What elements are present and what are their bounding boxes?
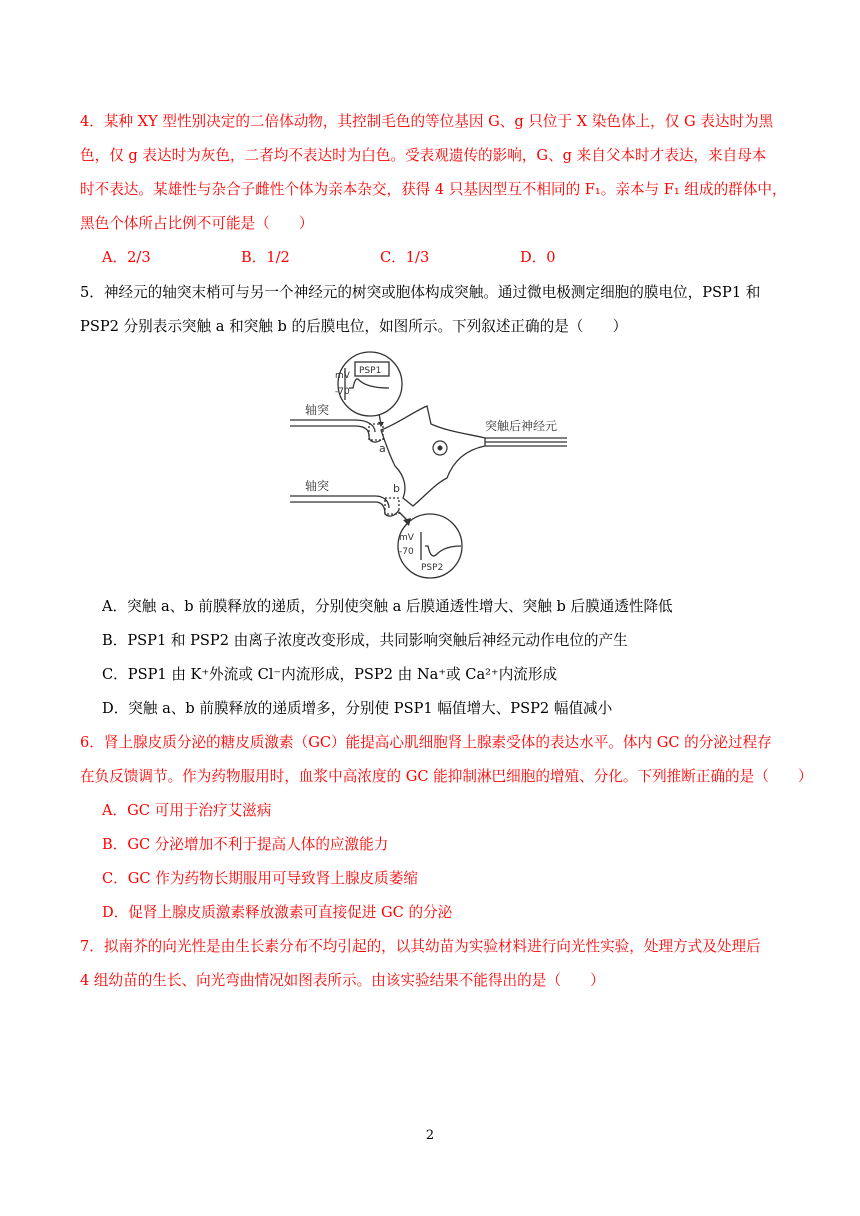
psp2-name: PSP2: [421, 563, 444, 573]
q4-line-1: 4．某种 XY 型性别决定的二倍体动物，其控制毛色的等位基因 G、g 只位于 X 染色体上，仅 G 表达时为黑: [80, 113, 774, 130]
psp2-value: -70: [399, 547, 414, 557]
q4-option-d: D．0: [520, 249, 556, 266]
psp2-trace: [425, 546, 461, 556]
psp1-value: -70: [335, 387, 350, 397]
q5-line-2: PSP2 分别表示突触 a 和突触 b 的后膜电位，如图所示。下列叙述正确的是（ ）: [80, 318, 628, 335]
label-postsynaptic-neuron: 突触后神经元: [485, 419, 558, 433]
q6-option-a: A．GC 可用于治疗艾滋病: [102, 802, 272, 819]
label-axon-2: 轴突: [305, 479, 330, 493]
q5-option-c: C．PSP1 由 K⁺外流或 Cl⁻内流形成，PSP2 由 Na⁺或 Ca²⁺内流形成: [102, 666, 558, 683]
q6-option-c: C．GC 作为药物长期服用可导致肾上腺皮质萎缩: [102, 870, 418, 887]
q5-option-a: A．突触 a、b 前膜释放的递质，分别使突触 a 后膜通透性增大、突触 b 后膜通透性降低: [102, 598, 673, 615]
q6-line-1: 6．肾上腺皮质分泌的糖皮质激素（GC）能提高心肌细胞肾上腺素受体的表达水平。体内 GC 的分泌过程存: [80, 734, 772, 751]
q7-line-2: 4 组幼苗的生长、向光弯曲情况如图表所示。由该实验结果不能得出的是（ ）: [80, 972, 605, 989]
page-number: 2: [425, 1128, 435, 1143]
q4-option-a: A．2/3: [102, 249, 151, 266]
lower-axon-bottom: [290, 502, 399, 516]
upper-axon-bottom: [290, 426, 381, 442]
label-synapse-b: b: [393, 482, 400, 495]
q6-line-2: 在负反馈调节。作为药物服用时，血浆中高浓度的 GC 能抑制淋巴细胞的增殖、分化。下列推断正确的是（ ）: [80, 768, 813, 785]
q5-option-d: D．突触 a、b 前膜释放的递质增多，分别使 PSP1 幅值增大、PSP2 幅值减小: [102, 700, 613, 717]
synapse-diagram: [285, 350, 575, 582]
psp2-unit: mV: [399, 533, 414, 543]
psp1-unit: mV: [335, 371, 350, 381]
nucleus-inner: [438, 446, 443, 451]
q6-option-d: D．促肾上腺皮质激素释放激素可直接促进 GC 的分泌: [102, 904, 453, 921]
psp1-name: PSP1: [359, 366, 382, 376]
q4-option-c: C．1/3: [380, 249, 430, 266]
label-axon-1: 轴突: [305, 403, 330, 417]
q4-line-4: 黑色个体所占比例不可能是（ ）: [80, 215, 314, 232]
q4-option-b: B．1/2: [241, 249, 290, 266]
q5-option-b: B．PSP1 和 PSP2 由离子浓度改变形成，共同影响突触后神经元动作电位的产生: [102, 632, 628, 649]
synapse-figure: [285, 350, 575, 582]
q7-line-1: 7．拟南芥的向光性是由生长素分布不均引起的，以其幼苗为实验材料进行向光性实验，处理方式及处理后: [80, 938, 761, 955]
q4-line-2: 色，仅 g 表达时为灰色，二者均不表达时为白色。受表观遗传的影响，G、g 来自父本时才表达，来自母本: [80, 147, 767, 164]
psp2-arrowhead: [403, 518, 411, 526]
psp1-trace: [349, 379, 389, 388]
label-synapse-a: a: [379, 442, 386, 455]
q5-line-1: 5．神经元的轴突末梢可与另一个神经元的树突或胞体构成突触。通过微电极测定细胞的膜电位，PSP1 和: [80, 284, 761, 301]
q4-line-3: 时不表达。某雄性与杂合子雌性个体为亲本杂交，获得 4 只基因型互不相同的 F₁。亲本与 F₁ 组成的群体中，: [80, 181, 787, 198]
q6-option-b: B．GC 分泌增加不利于提高人体的应激能力: [102, 836, 389, 853]
